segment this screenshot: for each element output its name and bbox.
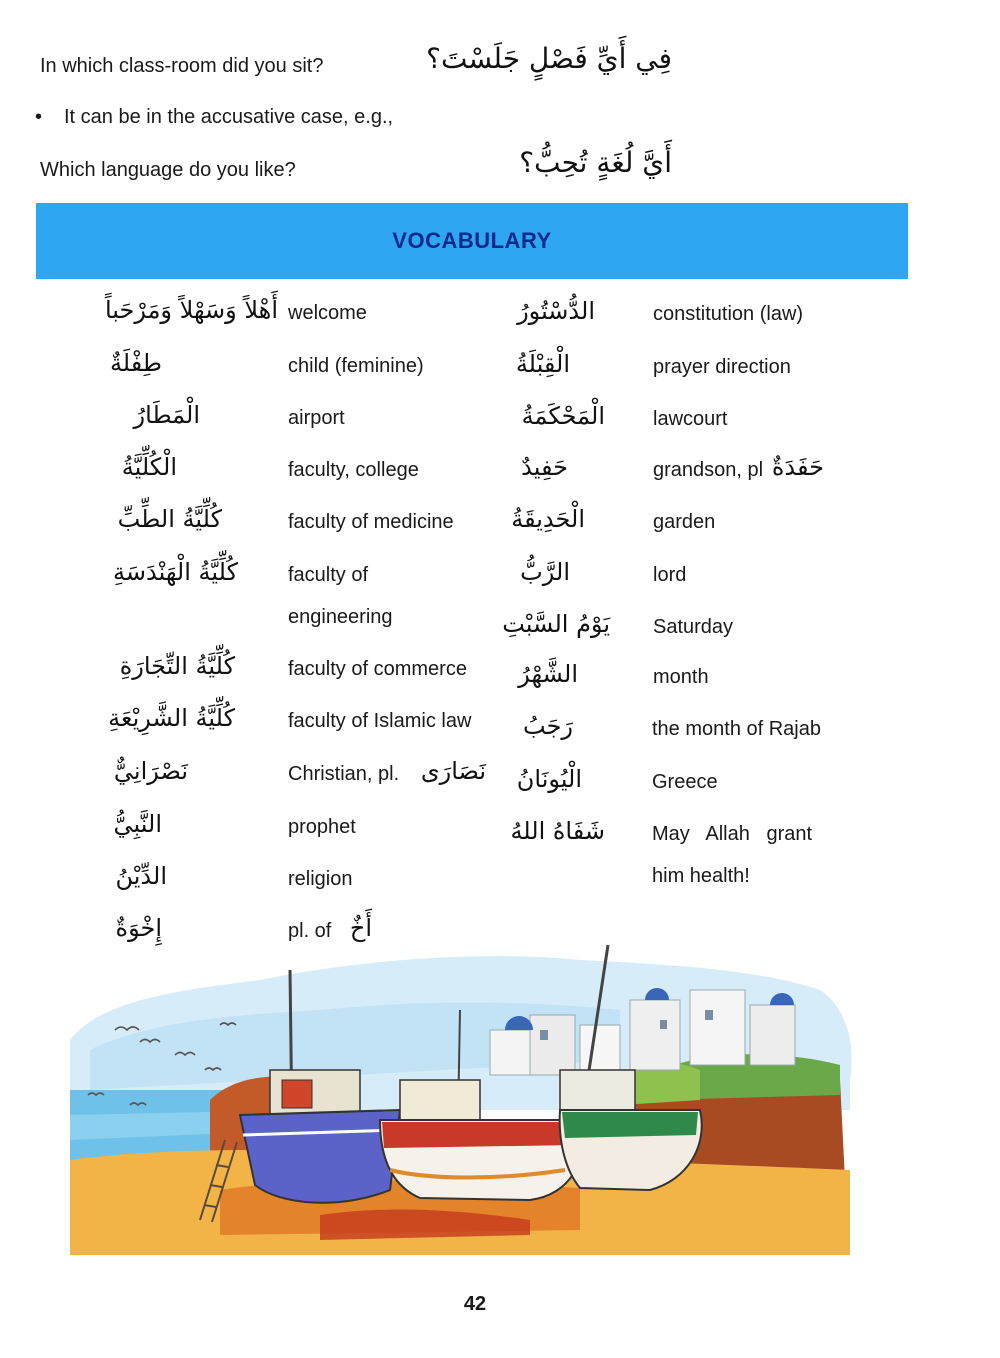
vocab-entry	[0, 296, 500, 336]
vocab-entry	[0, 505, 500, 545]
vocab-arabic: الْقِبْلَةُ	[515, 350, 570, 378]
vocab-english: faculty, college	[288, 459, 419, 481]
vocab-english: airport	[288, 407, 345, 429]
vocab-english: Greece	[652, 771, 718, 793]
vocab-english: garden	[653, 511, 716, 533]
vocab-english: lawcourt	[653, 408, 728, 430]
vocab-english: pl. of	[288, 920, 332, 942]
vocab-arabic: نَصْرَانِيٌّ	[113, 757, 188, 785]
page-number: 42	[463, 1293, 487, 1315]
vocab-english-continued: engineering	[288, 606, 393, 628]
vocab-arabic: الْحَدِيقَةُ	[511, 505, 585, 533]
vocab-english: lord	[653, 564, 687, 586]
vocab-english: faculty of Islamic law	[288, 710, 472, 732]
vocab-english: the month of Rajab	[652, 718, 821, 740]
vocab-arabic: كُلِّيَّةُ الطِّبِّ	[117, 505, 222, 533]
vocab-arabic: الْمَحْكَمَةُ	[521, 402, 605, 430]
vocab-entry	[500, 350, 980, 390]
vocab-english: welcome	[288, 302, 367, 324]
vocab-arabic: الْيُونَانُ	[516, 765, 582, 793]
vocab-english: religion	[288, 868, 353, 890]
vocab-arabic: إِخْوَةٌ	[115, 914, 162, 942]
vocab-entry	[0, 757, 500, 797]
vocab-arabic: النَّبِيُّ	[113, 810, 162, 838]
vocab-entry	[500, 610, 980, 650]
vocab-arabic: الدُّسْتُورُ	[517, 297, 595, 325]
example-question-2-english: Which language do you like?	[40, 159, 296, 181]
vocab-english: May Allah grant	[652, 823, 813, 845]
vocab-arabic: كُلِّيَّةُ الْهَنْدَسَةِ	[113, 558, 238, 586]
vocab-arabic: أَهْلاً وَسَهْلاً وَمَرْحَباً	[104, 296, 278, 324]
vocab-arabic: الْكُلِّيَّةُ	[121, 453, 177, 481]
vocab-entry	[500, 297, 980, 337]
grammar-note: It can be in the accusative case, e.g.,	[64, 106, 394, 128]
bullet-icon: •	[35, 106, 43, 128]
vocab-entry	[500, 817, 980, 897]
vocab-english: Saturday	[653, 616, 734, 638]
vocab-english: prayer direction	[653, 356, 791, 378]
vocab-entry	[0, 704, 500, 744]
vocab-entry	[500, 660, 980, 700]
vocab-entry	[0, 862, 500, 902]
vocab-plural-arabic: حَفَدَةٌ	[771, 453, 824, 481]
vocabulary-banner	[36, 203, 908, 279]
vocab-entry	[0, 349, 500, 389]
vocab-english: faculty of medicine	[288, 511, 454, 533]
vocab-english: constitution (law)	[653, 303, 804, 325]
vocab-entry	[0, 558, 500, 638]
vocab-arabic: كُلِّيَّةُ التِّجَارَةِ	[119, 652, 235, 680]
vocab-entry	[500, 712, 980, 752]
vocab-arabic: طِفْلَةٌ	[109, 349, 162, 377]
example-question-2-arabic: أَيَّ لُغَةٍ تُحِبُّ؟	[519, 146, 672, 179]
vocab-arabic: يَوْمُ السَّبْتِ	[502, 610, 610, 638]
vocab-arabic: الدِّيْنُ	[115, 862, 167, 890]
example-question-1-arabic: فِي أَيِّ فَصْلٍ جَلَسْتَ؟	[426, 42, 672, 75]
vocab-entry	[500, 402, 980, 442]
vocab-entry	[500, 505, 980, 545]
vocab-english: faculty of commerce	[288, 658, 467, 680]
vocab-arabic: شَفَاهُ اللهُ	[510, 817, 605, 845]
vocab-arabic: كُلِّيَّةُ الشَّرِيْعَةِ	[108, 704, 235, 732]
vocab-entry	[0, 810, 500, 850]
vocab-arabic: الْمَطَارُ	[133, 401, 200, 429]
vocab-singular-arabic: أَخٌ	[349, 914, 372, 942]
harbor-boats-illustration	[60, 930, 860, 1255]
vocab-entry	[0, 652, 500, 692]
vocab-plural-arabic: نَصَارَى	[420, 757, 486, 785]
vocab-english: month	[653, 666, 709, 688]
vocab-entry	[0, 453, 500, 493]
vocab-english: prophet	[288, 816, 356, 838]
vocab-english: grandson, pl	[653, 459, 764, 481]
vocab-english-continued: him health!	[652, 865, 750, 887]
vocab-entry	[500, 558, 980, 598]
example-question-1-english: In which class-room did you sit?	[40, 55, 324, 77]
vocab-entry	[0, 401, 500, 441]
vocab-english: Christian, pl.	[288, 763, 400, 785]
vocab-english: child (feminine)	[288, 355, 424, 377]
vocab-arabic: حَفِيدٌ	[521, 453, 568, 481]
vocab-english: faculty of	[288, 564, 369, 586]
vocab-entry	[500, 453, 980, 493]
vocab-entry	[500, 765, 980, 805]
vocab-arabic: الرَّبُّ	[520, 558, 570, 586]
vocab-arabic: رَجَبُ	[523, 712, 573, 740]
vocabulary-title: VOCABULARY	[392, 228, 552, 253]
vocab-arabic: الشَّهْرُ	[518, 660, 578, 688]
